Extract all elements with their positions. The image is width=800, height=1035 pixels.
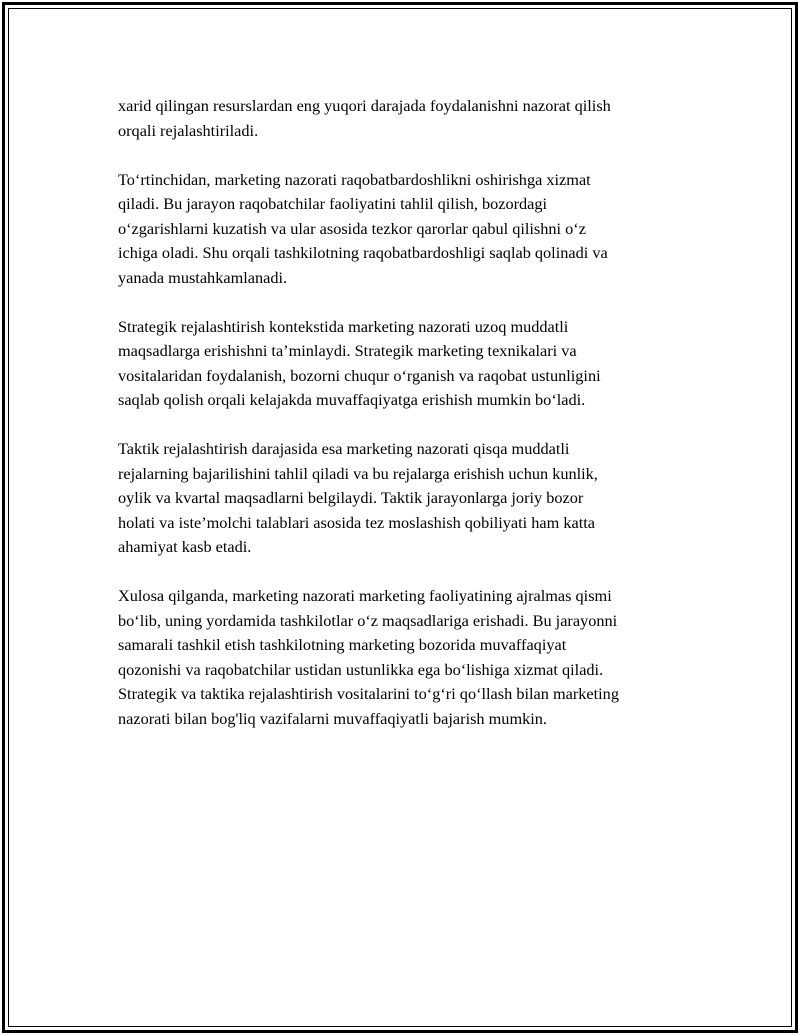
paragraph-tactical-planning: Taktik rejalashtirish darajasida esa marketing nazorati qisqa muddatli rejalarning bajarilishini tahlil qiladi va bu rejalarga erishish uchun kunlik, oylik va kvartal maqsadlarni belgilaydi. Taktik jarayonlarga joriy bozor holati va iste’molchi talablari asosida tez moslashish qobiliyati ham katta ahamiyat kasb etadi. xyxy=(118,439,598,556)
document-body xyxy=(118,94,698,756)
paragraph-competitiveness: To‘rtinchidan, marketing nazorati raqobatbardoshlikni oshirishga xizmat qiladi. Bu jarayon raqobatchilar faoliyatini tahlil qilish, bozordagi o‘zgarishlarni kuzatish va ular asosida tezkor qarorlar qabul qilishni o‘z ichiga oladi. Shu orqali tashkilotning raqobatbardoshligi saqlab qolinadi va yanada mustahkamlanadi. xyxy=(118,169,608,287)
paragraph-strategic-planning: Strategik rejalashtirish kontekstida marketing nazorati uzoq muddatli maqsadlarga erishishni ta’minlaydi. Strategik marketing texnikalari va vositalaridan foydalanish, bozorni chuqur o‘rganish va raqobat ustunligini saqlab qolish orqali kelajakda muvaffaqiyatga erishish mumkin bo‘ladi. xyxy=(118,316,601,409)
paragraph-conclusion: Xulosa qilganda, marketing nazorati marketing faoliyatining ajralmas qismi bo‘lib, uning yordamida tashkilotlar o‘z maqsadlariga erishadi. Bu jarayonni samarali tashkil etish tashkilotning marketing bozorida muvaffaqiyat qozonishi va raqobatchilar ustidan ustunlikka ega bo‘lishiga xizmat qiladi. Strategik va taktika rejalashtirish vositalarini to‘g‘ri qo‘llash bilan marketing nazorati bilan bog'liq vazifalarni muvaffaqiyatli bajarish mumkin. xyxy=(118,586,619,728)
paragraph-resources: xarid qilingan resurslardan eng yuqori darajada foydalanishni nazorat qilish orqali rejalashtiriladi. xyxy=(118,96,611,140)
